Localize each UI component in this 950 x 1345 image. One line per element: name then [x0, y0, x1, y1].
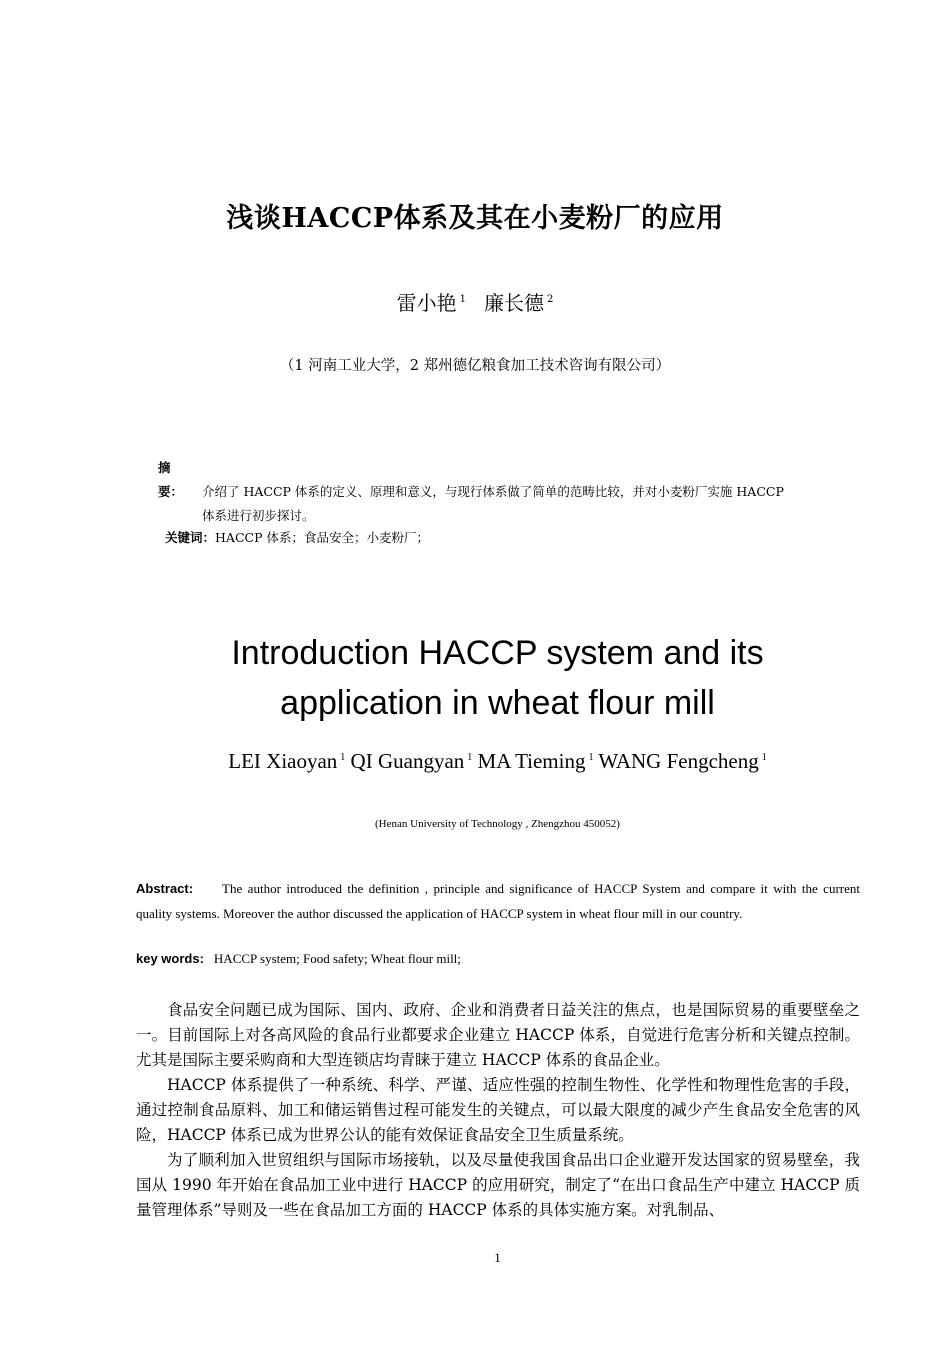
- author-en-2: QI Guangyan: [350, 749, 465, 773]
- author-cn-1: 雷小艳: [396, 291, 457, 315]
- abstract-cn-label: 摘 要：: [158, 460, 184, 499]
- keywords-cn-text: HACCP 体系；食品安全；小麦粉厂；: [215, 530, 429, 545]
- authors-cn: [0, 287, 950, 316]
- author-cn-2: 廉长德: [484, 291, 544, 315]
- paper-title-cn: 浅谈HACCP体系及其在小麦粉厂的应用: [226, 203, 724, 234]
- abstract-en-text: The author introduced the definition , principle and significance of HACCP System and compare it with the current quality systems. Moreover the author discussed the application of HACCP system in wheat flour mill in our country.: [136, 881, 860, 921]
- abstract-cn-line2: 体系进行初步探讨。: [202, 508, 315, 523]
- author-en-1-affil: 1: [340, 752, 346, 763]
- author-en-4: WANG Fengcheng: [598, 749, 759, 773]
- author-en-2-affil: 1: [467, 752, 473, 763]
- authors-en: [0, 749, 950, 774]
- affiliation-cn: （1 河南工业大学，2 郑州德亿粮食加工技术咨询有限公司）: [279, 358, 671, 374]
- keywords-en: [136, 951, 461, 967]
- author-en-1: LEI Xiaoyan: [228, 749, 338, 773]
- paper-title-en: [0, 628, 950, 728]
- author-en-3-affil: 1: [588, 752, 594, 763]
- abstract-en-label: Abstract:: [136, 881, 194, 896]
- keywords-en-text: HACCP system; Food safety; Wheat flour mill;: [213, 951, 461, 966]
- abstract-cn: [158, 456, 860, 528]
- body-paragraph-1: 食品安全问题已成为国际、国内、政府、企业和消费者日益关注的焦点，也是国际贸易的重要壁垒之一。目前国际上对各高风险的食品行业都要求企业建立 HACCP 体系，自觉进行危害分析和关键点控制。尤其是国际主要采购商和大型连锁店均青睐于建立 HACCP 体系的食品企业。: [136, 1001, 860, 1069]
- affiliation-en: (Henan University of Technology , Zhengzhou 450052): [375, 818, 620, 830]
- author-en-4-affil: 1: [761, 752, 767, 763]
- body-paragraph-2: HACCP 体系提供了一种系统、科学、严谨、适应性强的控制生物性、化学性和物理性危害的手段，通过控制食品原料、加工和储运销售过程可能发生的关键点，可以最大限度的减少产生食品安全危害的风险，HACCP 体系已成为世界公认的能有效保证食品安全卫生质量系统。: [136, 1076, 860, 1144]
- keywords-cn: [165, 528, 429, 546]
- abstract-cn-line1: 介绍了 HACCP 体系的定义、原理和意义，与现行体系做了简单的范畴比较，并对小麦粉厂实施 HACCP: [202, 484, 784, 499]
- keywords-cn-label: 关键词：: [165, 530, 216, 545]
- abstract-en: [136, 876, 860, 926]
- keywords-en-label: key words:: [136, 951, 204, 966]
- body-text: [136, 998, 860, 1223]
- author-en-3: MA Tieming: [477, 749, 586, 773]
- author-cn-1-affil: 1: [459, 294, 466, 306]
- paper-title-en-line1: Introduction HACCP system and its: [231, 634, 764, 672]
- paper-title-en-line2: application in wheat flour mill: [280, 684, 715, 722]
- body-paragraph-3: 为了顺利加入世贸组织与国际市场接轨，以及尽量使我国食品出口企业避开发达国家的贸易壁垒，我国从 1990 年开始在食品加工业中进行 HACCP 的应用研究，制定了“在出口食品生产中建立 HACCP 质量管理体系”导则及一些在食品加工方面的 HACCP 体系的具体实施方案。对乳制品、: [136, 1151, 860, 1219]
- author-cn-2-affil: 2: [547, 294, 554, 306]
- page-number: 1: [494, 1250, 501, 1265]
